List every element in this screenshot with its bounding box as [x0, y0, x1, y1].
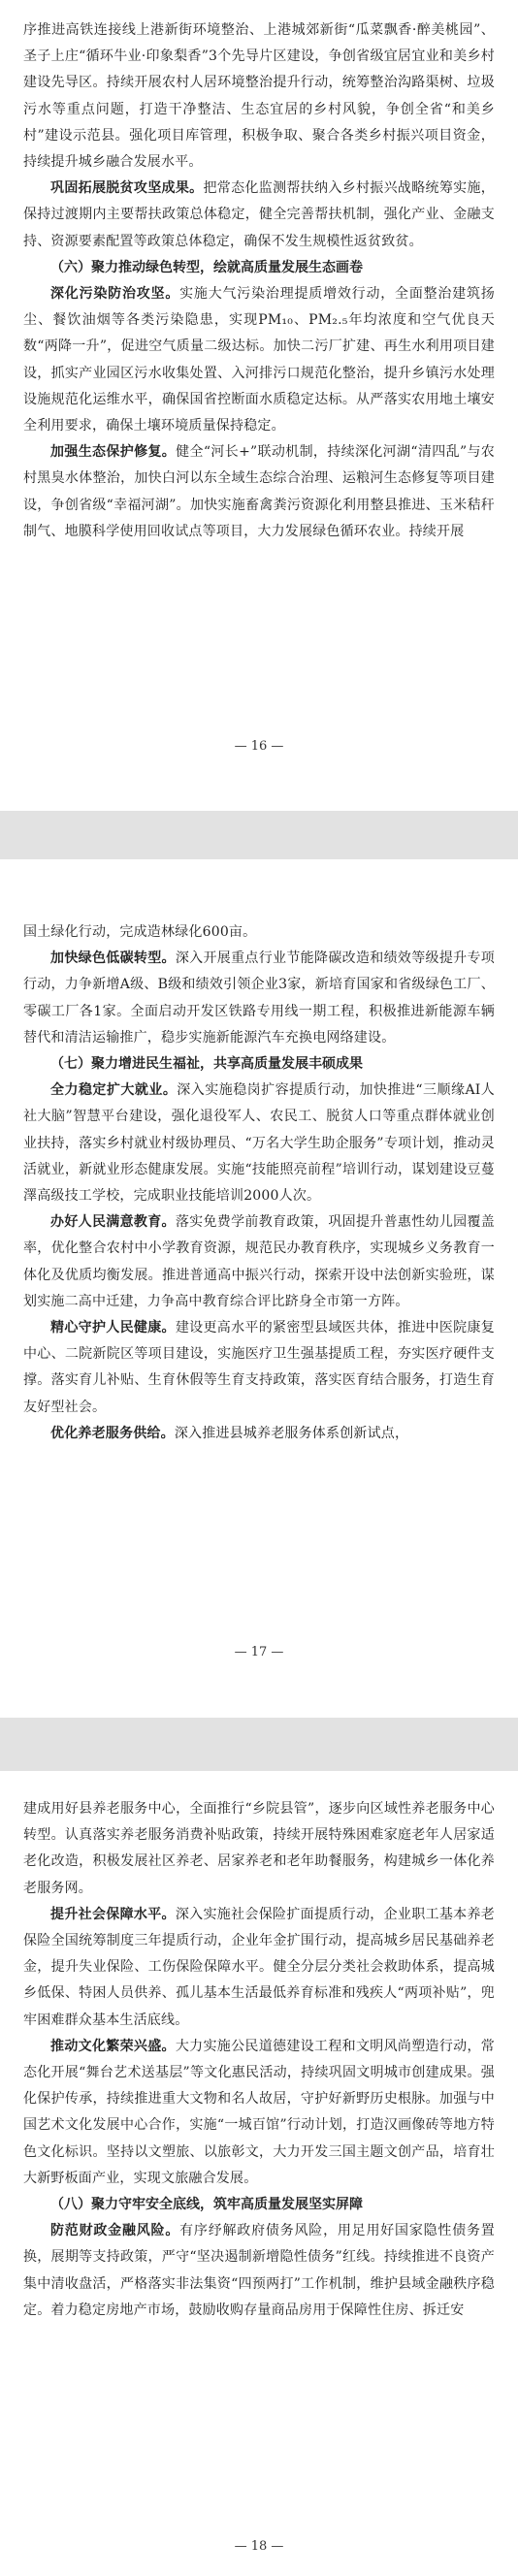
paragraph: [23, 1078, 495, 1209]
section-heading: （八）聚力守牢安全底线，筑牢高质量发展坚实屏障: [50, 2197, 363, 2213]
page-17-body: [23, 919, 495, 1447]
paragraph-lead: 推动文化繁荣兴盛。: [50, 2038, 176, 2054]
paragraph: 国土绿化行动，完成造林绿化600亩。: [23, 924, 257, 940]
page-18: [0, 1771, 518, 2576]
page-18-body: [23, 1796, 495, 2324]
paragraph: 建成用好县养老服务中心，全面推行“乡院县管”，逐步向区域性养老服务中心转型。认真落实养老服务消费补贴政策，持续开展特殊困难家庭老年人居家适老化改造，积极发展社区养老、居家养老和老年助餐服务，构建城乡一体化养老服务网。: [23, 1801, 495, 1896]
paragraph-lead: 加强生态保护修复。: [50, 444, 177, 461]
page-number: — 16 —: [234, 739, 284, 754]
paragraph-body: 落实免费学前教育政策，巩固提升普惠性幼儿园覆盖率，优化整合农村中小学教育资源，规范民办教育秩序，实现城乡义务教育一体化及优质均衡发展。推进普通高中振兴行动，探索开设中法创新实验班，谋划实施二高中迁建，力争高中教育综合评比跻身全市第一方阵。: [23, 1214, 495, 1309]
paragraph-lead: 精心守护人民健康。: [50, 1320, 176, 1336]
paragraph-body: 有序纾解政府债务风险，用足用好国家隐性债务置换，展期等支持政策，严守“坚决遏制新增隐性债务”红线。持续推进不良资产集中清收盘活，严格落实非法集资“四预两打”工作机制，维护县域金融秩序稳定。着力稳定房地产市场，鼓励收购存量商品房用于保障性住房、拆迁安: [23, 2223, 495, 2318]
paragraph: [23, 946, 495, 1051]
page-gap: [0, 811, 518, 859]
paragraph-body: 大力实施公民道德建设工程和文明风尚塑造行动，常态化开展“舞台艺术送基层”等文化惠民活动，持续巩固文明城市创建成果。强化保护传承，持续推进重大文物和名人故居，守护好新野历史根脉。加强与中国艺术文化发展中心合作，实施“一城百馆”行动计划，打造汉画像砖等地方特色文化标识。坚持以文塑旅、以旅彰文，大力开发三国主题文创产品，培育壮大新野板面产业，实现文旅融合发展。: [23, 2038, 495, 2186]
paragraph: [23, 439, 495, 545]
paragraph: [23, 2034, 495, 2192]
paragraph: [23, 1315, 495, 1421]
page-17: [0, 859, 518, 1718]
paragraph: [23, 281, 495, 439]
paragraph-body: 深入实施稳岗扩容提质行动，加快推进“三顺缘AI人社大脑”智慧平台建设，强化退役军人、农民工、脱贫人口等重点群体就业创业扶持，落实乡村就业村级协理员、“万名大学生助企服务”专项计划，推动灵活就业，新就业形态健康发展。实施“技能照亮前程”培训行动，谋划建设豆蔓澤高级技工学校，完成职业技能培训2000人次。: [23, 1082, 495, 1205]
paragraph-lead: 优化养老服务供给。: [50, 1425, 175, 1441]
page-number: — 18 —: [234, 2539, 284, 2554]
section-heading: （七）聚力增进民生福祉，共享高质量发展丰硕成果: [50, 1056, 363, 1073]
paragraph-lead: 办好人民满意教育。: [50, 1214, 176, 1231]
page-16-body: [23, 17, 495, 545]
paragraph: 序推进高铁连接线上港新街环境整治、上港城郊新街“瓜菜飘香·醉美桃园”、圣子上庄“循环牛业·印象梨香”3个先导片区建设，争创省级宜居宜业和美乡村建设先导区。持续开展农村人居环境整治提升行动，统筹整治沟路渠树、垃圾污水等重点问题，打造干净整洁、生态宜居的乡村风貌，争创全省“和美乡村”建设示范县。强化项目库管理，积极争取、聚合各类乡村振兴项目资金，持续提升城乡融合发展水平。: [23, 22, 495, 171]
page-16: [0, 0, 518, 811]
paragraph-lead: 全力稳定扩大就业。: [50, 1082, 178, 1099]
paragraph: [23, 1421, 495, 1447]
paragraph: [23, 1902, 495, 2034]
paragraph-lead: 巩固拓展脱贫攻坚成果。: [50, 180, 204, 197]
paragraph-lead: 深化污染防治攻坚。: [50, 286, 180, 303]
paragraph-body: 健全“河长+”联动机制，持续深化河湖“清四乱”与农村黑臭水体整治，加快白河以东全域生态综合治理、运粮河生态修复等项目建设，争创省级“幸福河湖”。加快实施畜禽粪污资源化利用整县推进、玉米秸秆制气、地膜科学使用回收试点等项目，大力发展绿色循环农业。持续开展: [23, 444, 496, 539]
section-heading: （六）聚力推动绿色转型，绘就高质量发展生态画卷: [50, 259, 363, 275]
paragraph-body: 建设更高水平的紧密型县域医共体，推进中医院康复中心、二院新院区等项目建设，实施医疗卫生强基提质工程，夯实医疗硬件支撑。落实育儿补贴、生育休假等生育支持政策，落实医育结合服务，打造生育友好型社会。: [23, 1320, 495, 1415]
paragraph: [23, 2218, 495, 2324]
paragraph-lead: 防范财政金融风险。: [50, 2223, 180, 2239]
paragraph-lead: 加快绿色低碳转型。: [50, 950, 176, 967]
paragraph-body: 深入推进县城养老服务体系创新试点，: [174, 1425, 409, 1441]
page-gap: [0, 1718, 518, 1771]
paragraph-body: 实施大气污染治理提质增效行动，全面整治建筑扬尘、餐饮油烟等各类污染隐患，实现PM₁₀、PM₂.₅年均浓度和空气优良天数“两降一升”，促进空气质量二级达标。加快二污厂扩建、再生水利用项目建设，抓实产业园区污水收集处置、入河排污口规范化整治，提升乡镇污水处理设施规范化运维水平，确保国省控断面水质稳定达标。从严落实农用地土壤安全利用要求，确保土壤环境质量保持稳定。: [23, 286, 495, 435]
paragraph-body: 深入开展重点行业节能降碳改造和绩效等级提升专项行动，力争新增A级、B级和绩效引领企业3家，新培育国家和省级绿色工厂、零碳工厂各1家。全面启动开发区铁路专用线一期工程，积极推进新能源车辆替代和清洁运输推广，稳步实施新能源汽车充换电网络建设。: [23, 950, 495, 1046]
paragraph-body: 把常态化监测帮扶纳入乡村振兴战略统筹实施，保持过渡期内主要帮扶政策总体稳定，健全完善帮扶机制，强化产业、金融支持、资源要素配置等政策总体稳定，确保不发生规模性返贫致贫。: [23, 180, 496, 249]
paragraph: [23, 1209, 495, 1315]
paragraph-lead: 提升社会保障水平。: [50, 1906, 176, 1922]
paragraph: [23, 176, 495, 255]
paragraph-body: 深入实施社会保险扩面提质行动，企业职工基本养老保险全国统筹制度三年提质行动，企业年金扩围行动，提高城乡居民基础养老金，提升失业保险、工伤保险保障水平。健全分层分类社会救助体系，提高城乡低保、特困人员供养、孤儿基本生活最低养育标准和残疾人“两项补贴”，兜牢困难群众基本生活底线。: [23, 1906, 495, 2028]
page-number: — 17 —: [234, 1645, 284, 1659]
